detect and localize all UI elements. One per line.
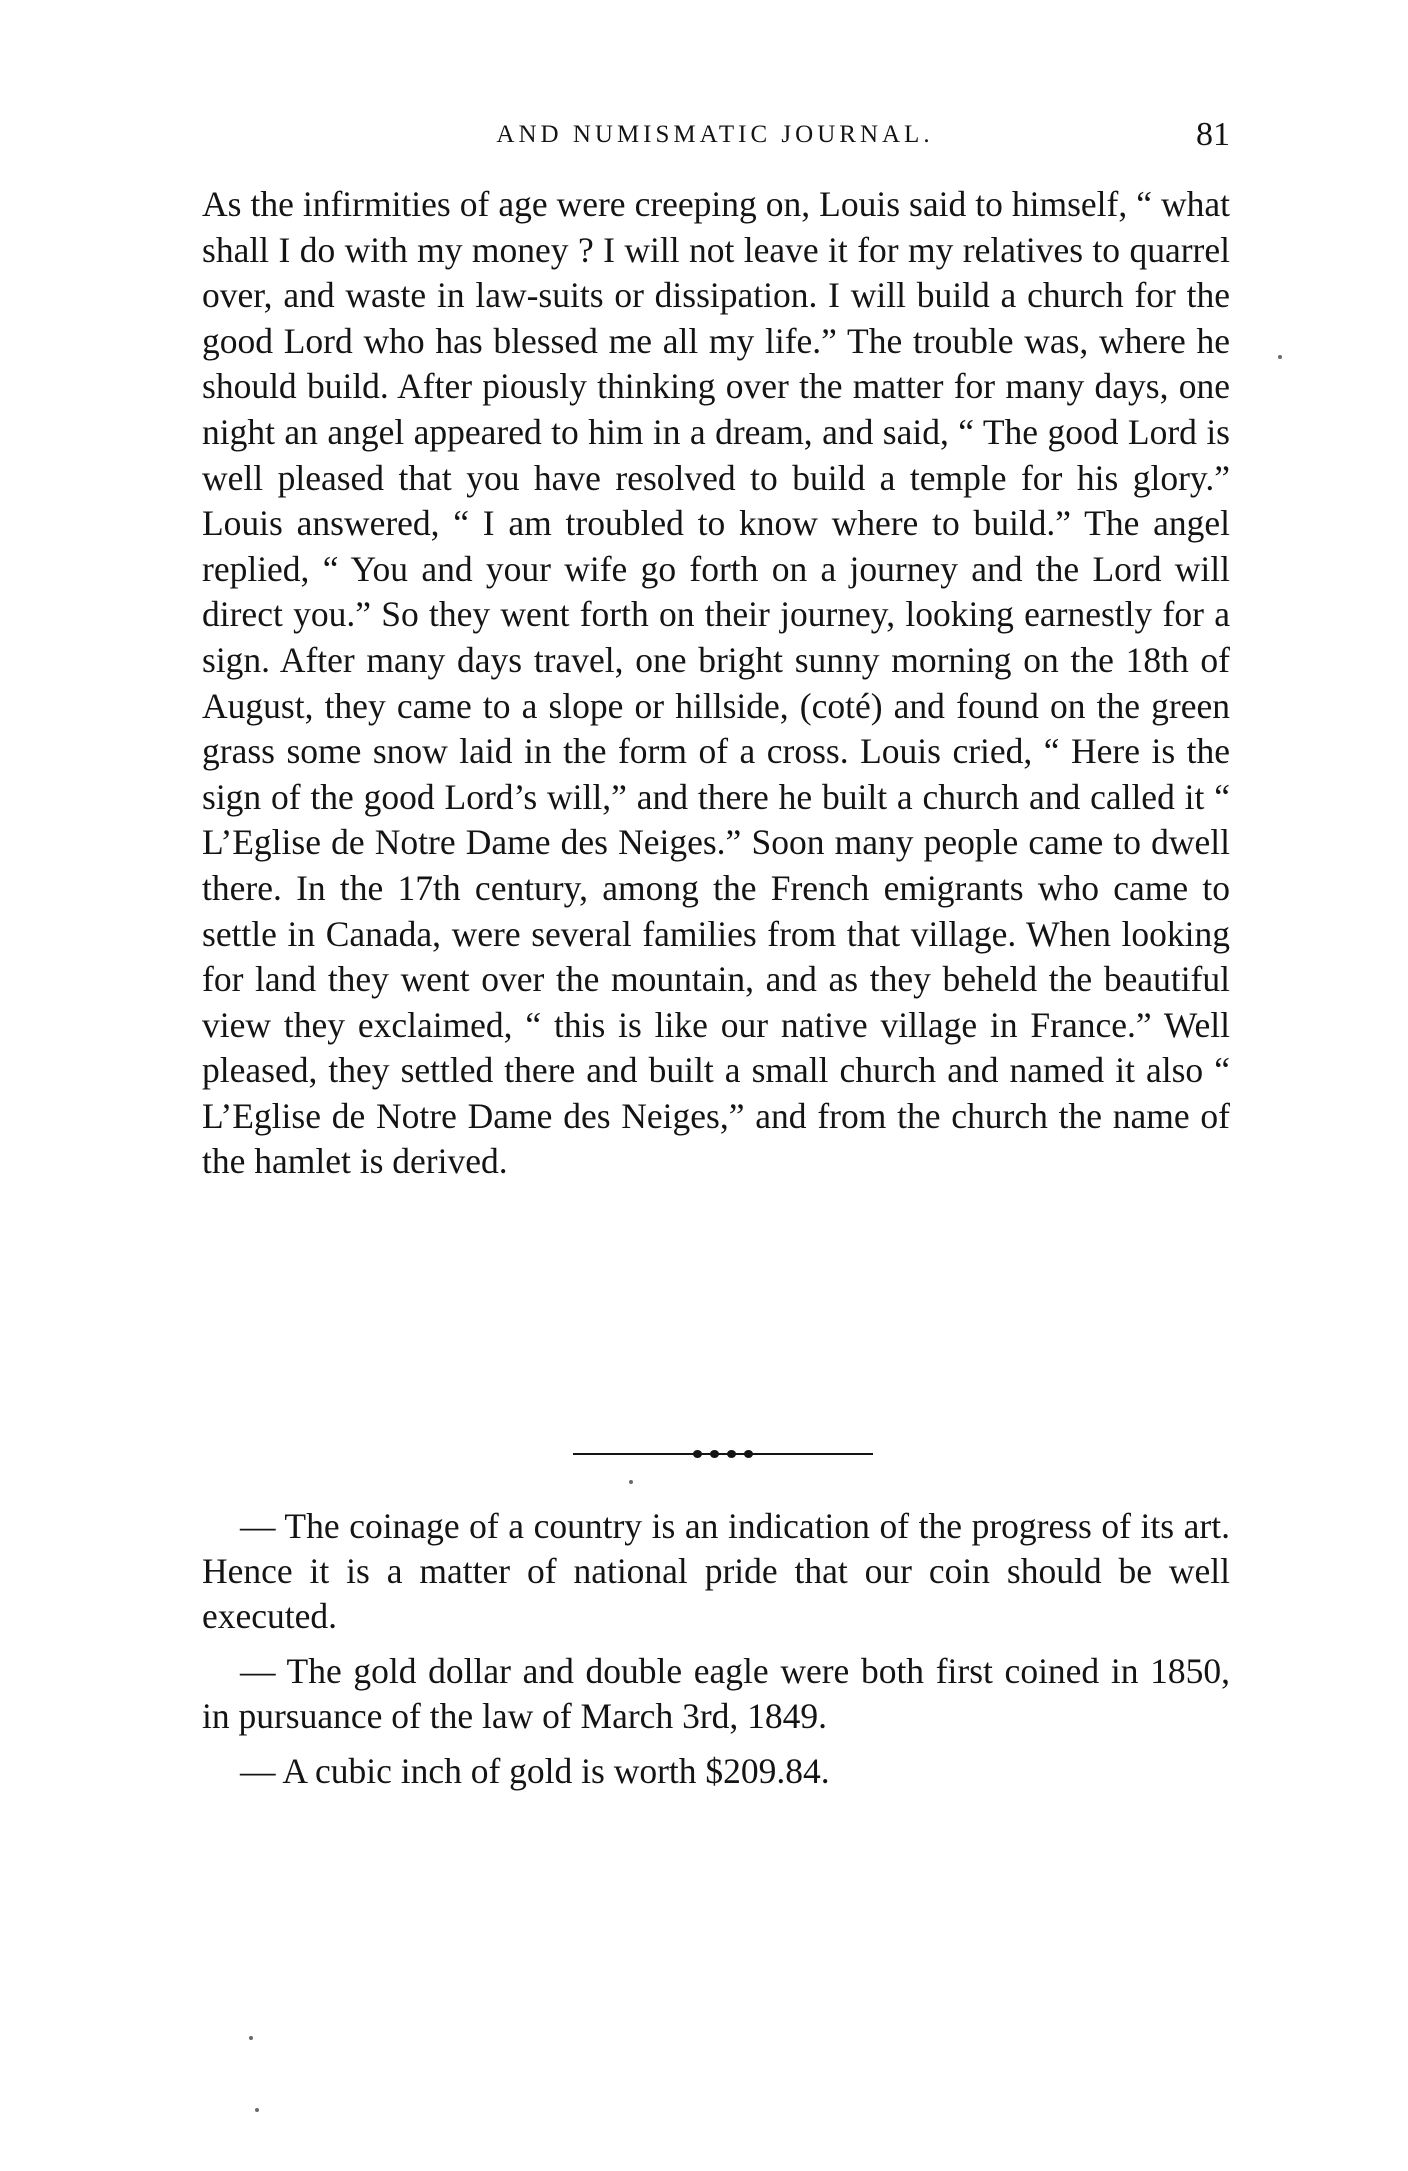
note-coinage: — The coinage of a country is an indication of the progress of its art. Hence it is a matter of national pride that our coin should be well executed. bbox=[202, 1506, 1230, 1636]
print-speck bbox=[629, 1480, 633, 1484]
print-speck bbox=[1278, 355, 1282, 359]
main-paragraph: As the infirmities of age were creeping on, Louis said to himself, “ what shall I do with my money ? I will not leave it for my relatives to quarrel over, and waste in law-suits or dissipation. I will build a church for the good Lord who has blessed me all my life.” The trouble was, where he should build. After piously thinking over the matter for many days, one night an angel appeared to him in a dream, and said, “ The good Lord is well pleased that you have resolved to build a temple for his glory.” Louis answered, “ I am troubled to know where to build.” The angel replied, “ You and your wife go forth on a journey and the Lord will direct you.” So they went forth on their journey, looking earnestly for a sign. After many days travel, one bright sunny morning on the 18th of August, they came to a slope or hillside, (coté) and found on the green grass some snow laid in the form of a cross. Louis cried, “ Here is the sign of the good Lord’s will,” and there he built a church and called it “ L’Eglise de Notre Dame des Neiges.” Soon many people came to dwell there. In the 17th century, among the French emigrants who came to settle in Canada, were several families from that village. When looking for land they went over the mountain, and as they beheld the beautiful view they exclaimed, “ this is like our native village in France.” Well pleased, they settled there and built a small church and named it also “ L’Eglise de Notre Dame des Neiges,” and from the church the name of the hamlet is derived. bbox=[202, 184, 1230, 1182]
notes-section bbox=[202, 1504, 1230, 1804]
print-speck bbox=[249, 2036, 253, 2040]
running-title: AND NUMISMATIC JOURNAL. bbox=[496, 121, 934, 148]
print-speck bbox=[255, 2108, 259, 2112]
note-cubic-inch: — A cubic inch of gold is worth $209.84. bbox=[240, 1751, 830, 1791]
running-head bbox=[200, 110, 1230, 160]
divider-dots bbox=[693, 1448, 753, 1460]
page-number: 81 bbox=[1196, 116, 1230, 153]
note-gold-dollar: — The gold dollar and double eagle were both first coined in 1850, in pursuance of the law of March 3rd, 1849. bbox=[202, 1651, 1230, 1736]
section-divider-ornament bbox=[573, 1448, 873, 1460]
